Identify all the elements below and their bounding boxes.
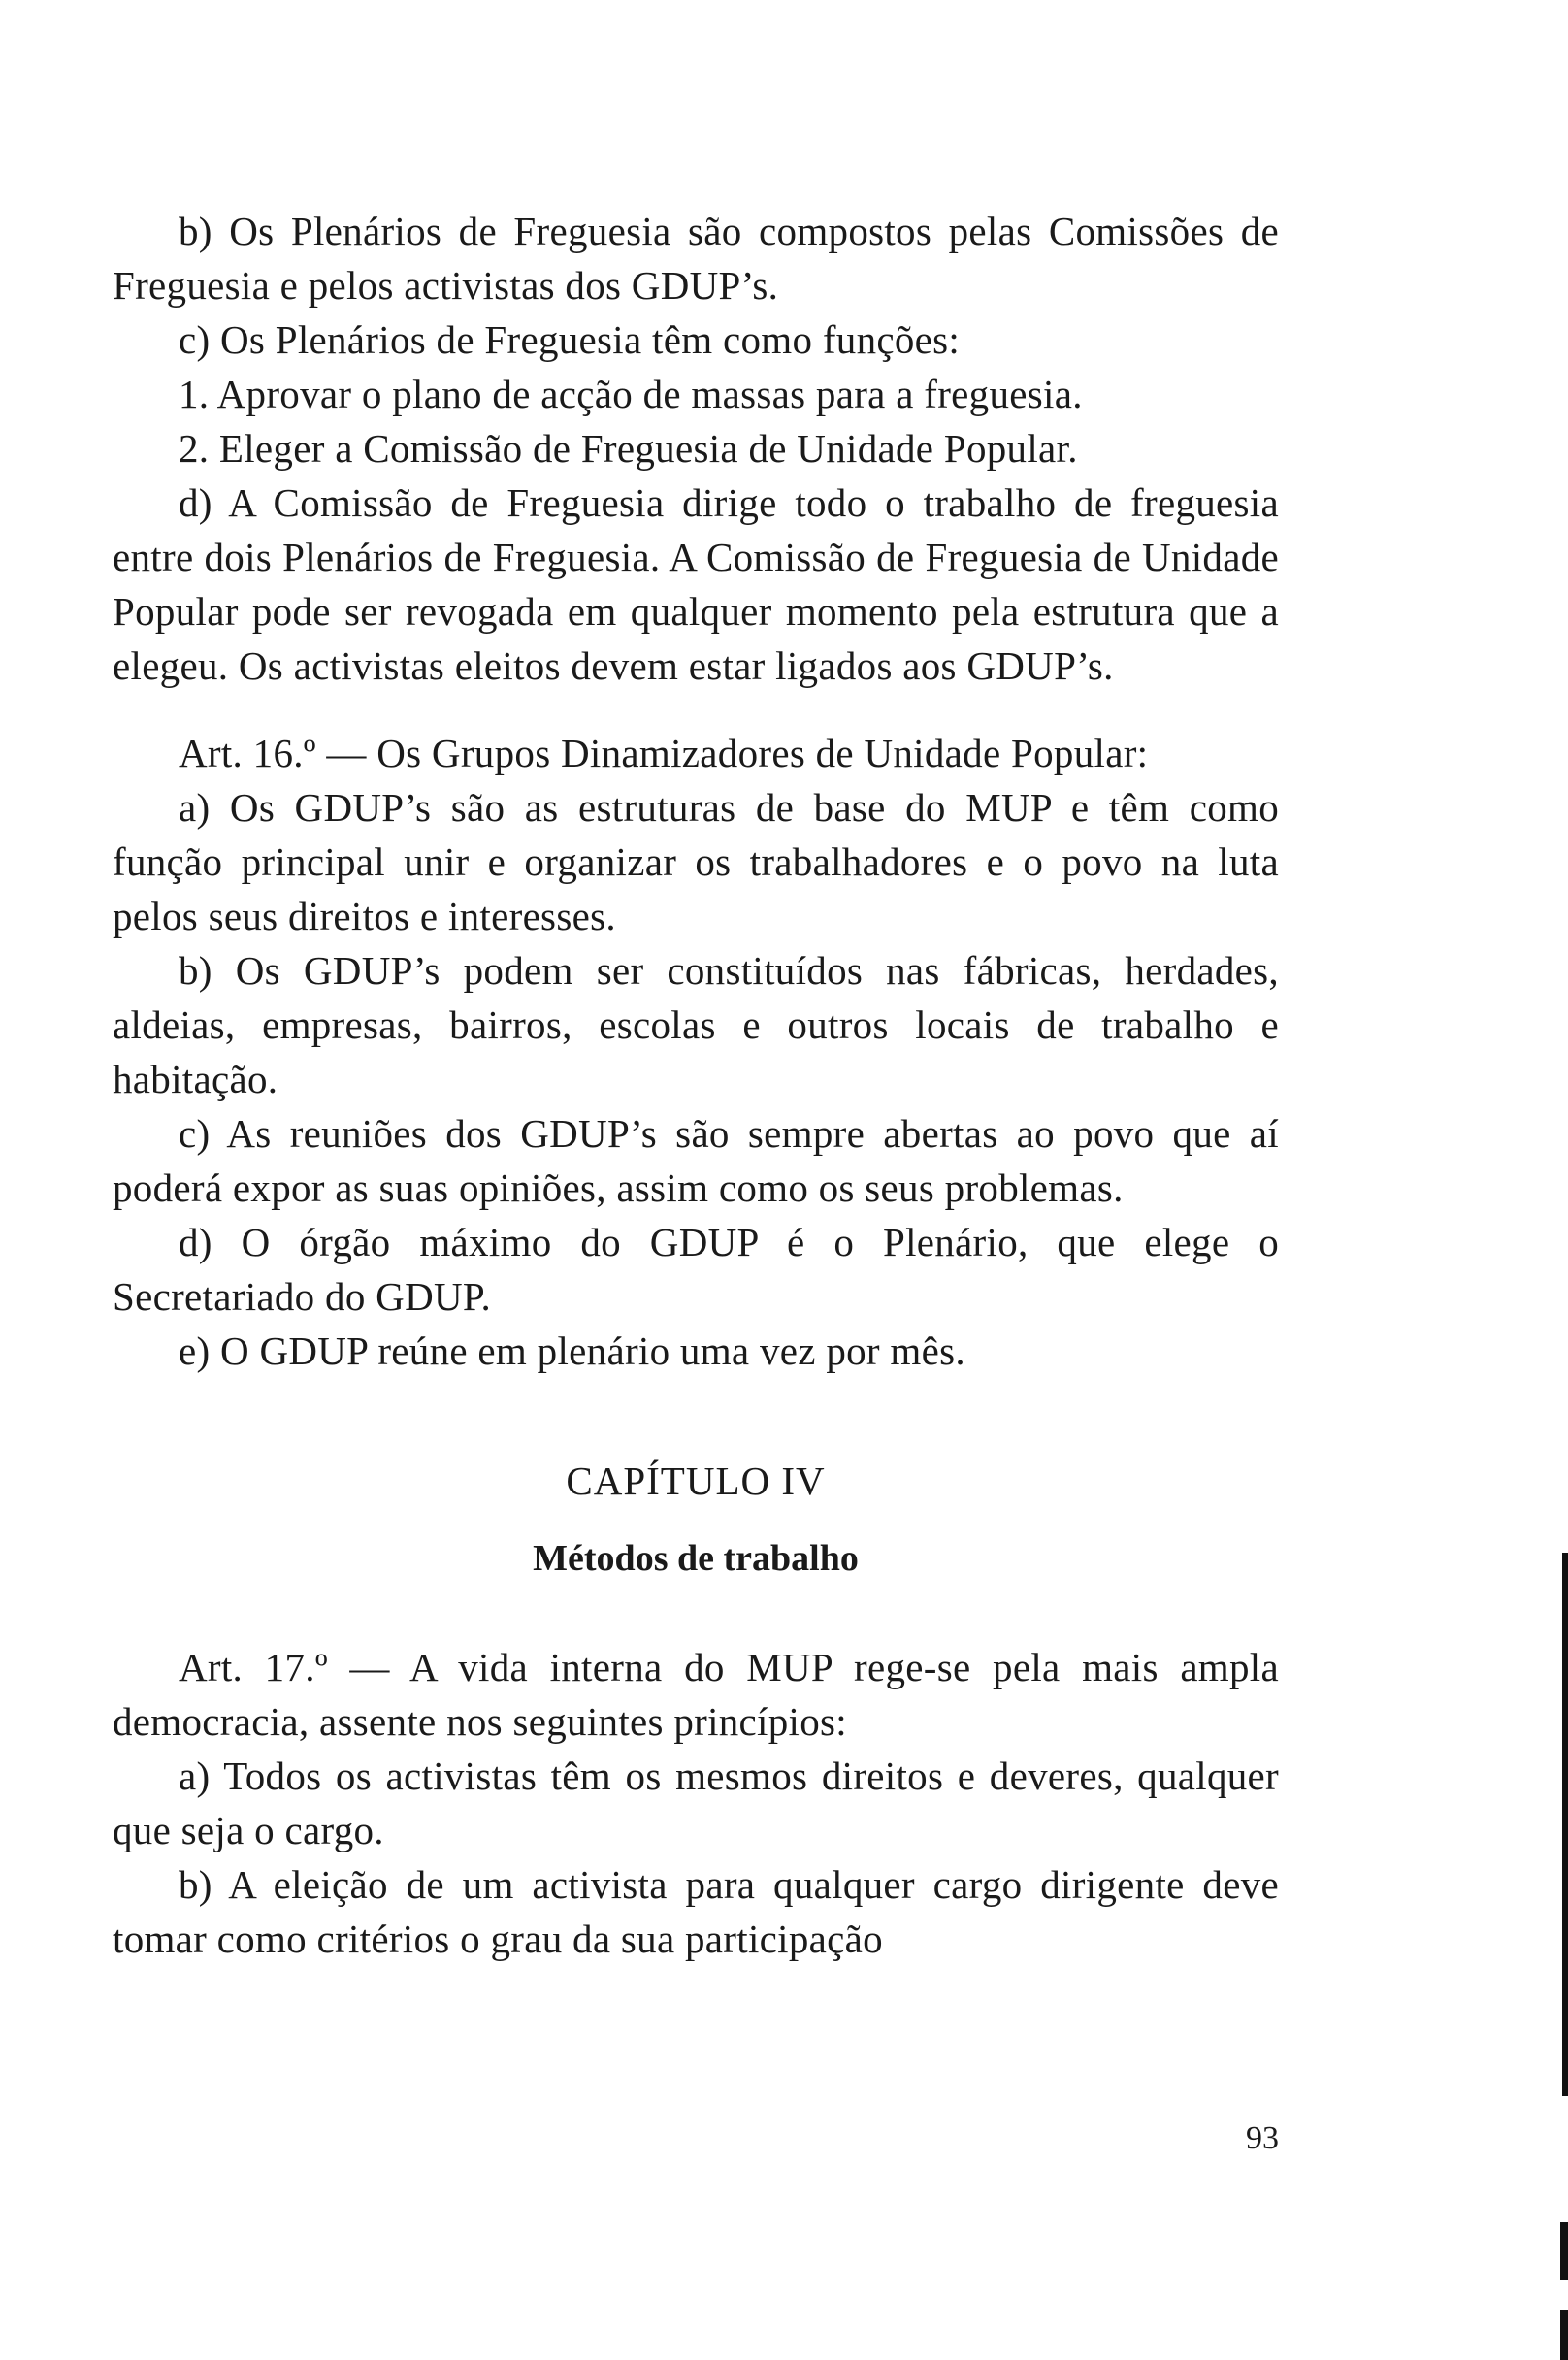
article-16-para-c: c) As reuniões dos GDUP’s são sempre abertas ao povo que aí poderá expor as suas opiniões, assim como os seus problemas. bbox=[113, 1111, 1279, 1210]
article-16-para-e: e) O GDUP reúne em plenário uma vez por mês. bbox=[179, 1328, 965, 1373]
paragraph-b-plenarios: b) Os Plenários de Freguesia são compostos pelas Comissões de Freguesia e pelos activistas dos GDUP’s. bbox=[113, 209, 1279, 308]
article-16-para-a: a) Os GDUP’s são as estruturas de base do MUP e têm como função principal unir e organizar os trabalhadores e o povo na luta pelos seus direitos e interesses. bbox=[113, 785, 1279, 938]
paragraph-c-funcoes: c) Os Plenários de Freguesia têm como funções: bbox=[179, 317, 961, 362]
spacer bbox=[113, 693, 1279, 726]
scan-edge-mark bbox=[1560, 2310, 1568, 2360]
article-17-heading: Art. 17.º — A vida interna do MUP rege-se pela mais ampla democracia, assente nos seguintes princípios: bbox=[113, 1645, 1279, 1744]
spacer bbox=[113, 1378, 1279, 1454]
spacer bbox=[113, 1586, 1279, 1640]
article-17-para-a: a) Todos os activistas têm os mesmos direitos e deveres, qualquer que seja o cargo. bbox=[113, 1754, 1279, 1852]
paragraph-d-comissao: d) A Comissão de Freguesia dirige todo o trabalho de freguesia entre dois Plenários de Freguesia. A Comissão de Freguesia de Unidade Popular pode ser revogada em qualquer momento pela estrutura que a elegeu. Os activistas eleitos devem estar ligados aos GDUP’s. bbox=[113, 480, 1279, 688]
chapter-title: CAPÍTULO IV bbox=[566, 1459, 826, 1503]
scan-edge-mark bbox=[1560, 2222, 1568, 2280]
page-number: 93 bbox=[1246, 2120, 1279, 2156]
article-16-para-b: b) Os GDUP’s podem ser constituídos nas fábricas, herdades, aldeias, empresas, bairros, escolas e outros locais de trabalho e habitação. bbox=[113, 948, 1279, 1101]
list-item-2: 2. Eleger a Comissão de Freguesia de Unidade Popular. bbox=[179, 426, 1078, 471]
article-16-para-d: d) O órgão máximo do GDUP é o Plenário, que elege o Secretariado do GDUP. bbox=[113, 1220, 1279, 1319]
chapter-subtitle: Métodos de trabalho bbox=[533, 1538, 859, 1579]
article-16-heading: Art. 16.º — Os Grupos Dinamizadores de Unidade Popular: bbox=[179, 731, 1149, 775]
list-item-1: 1. Aprovar o plano de acção de massas para a freguesia. bbox=[179, 372, 1083, 416]
article-17-para-b: b) A eleição de um activista para qualquer cargo dirigente deve tomar como critérios o grau da sua participação bbox=[113, 1862, 1279, 1961]
page-body bbox=[113, 204, 1279, 1966]
scan-edge-mark bbox=[1562, 1553, 1568, 2096]
